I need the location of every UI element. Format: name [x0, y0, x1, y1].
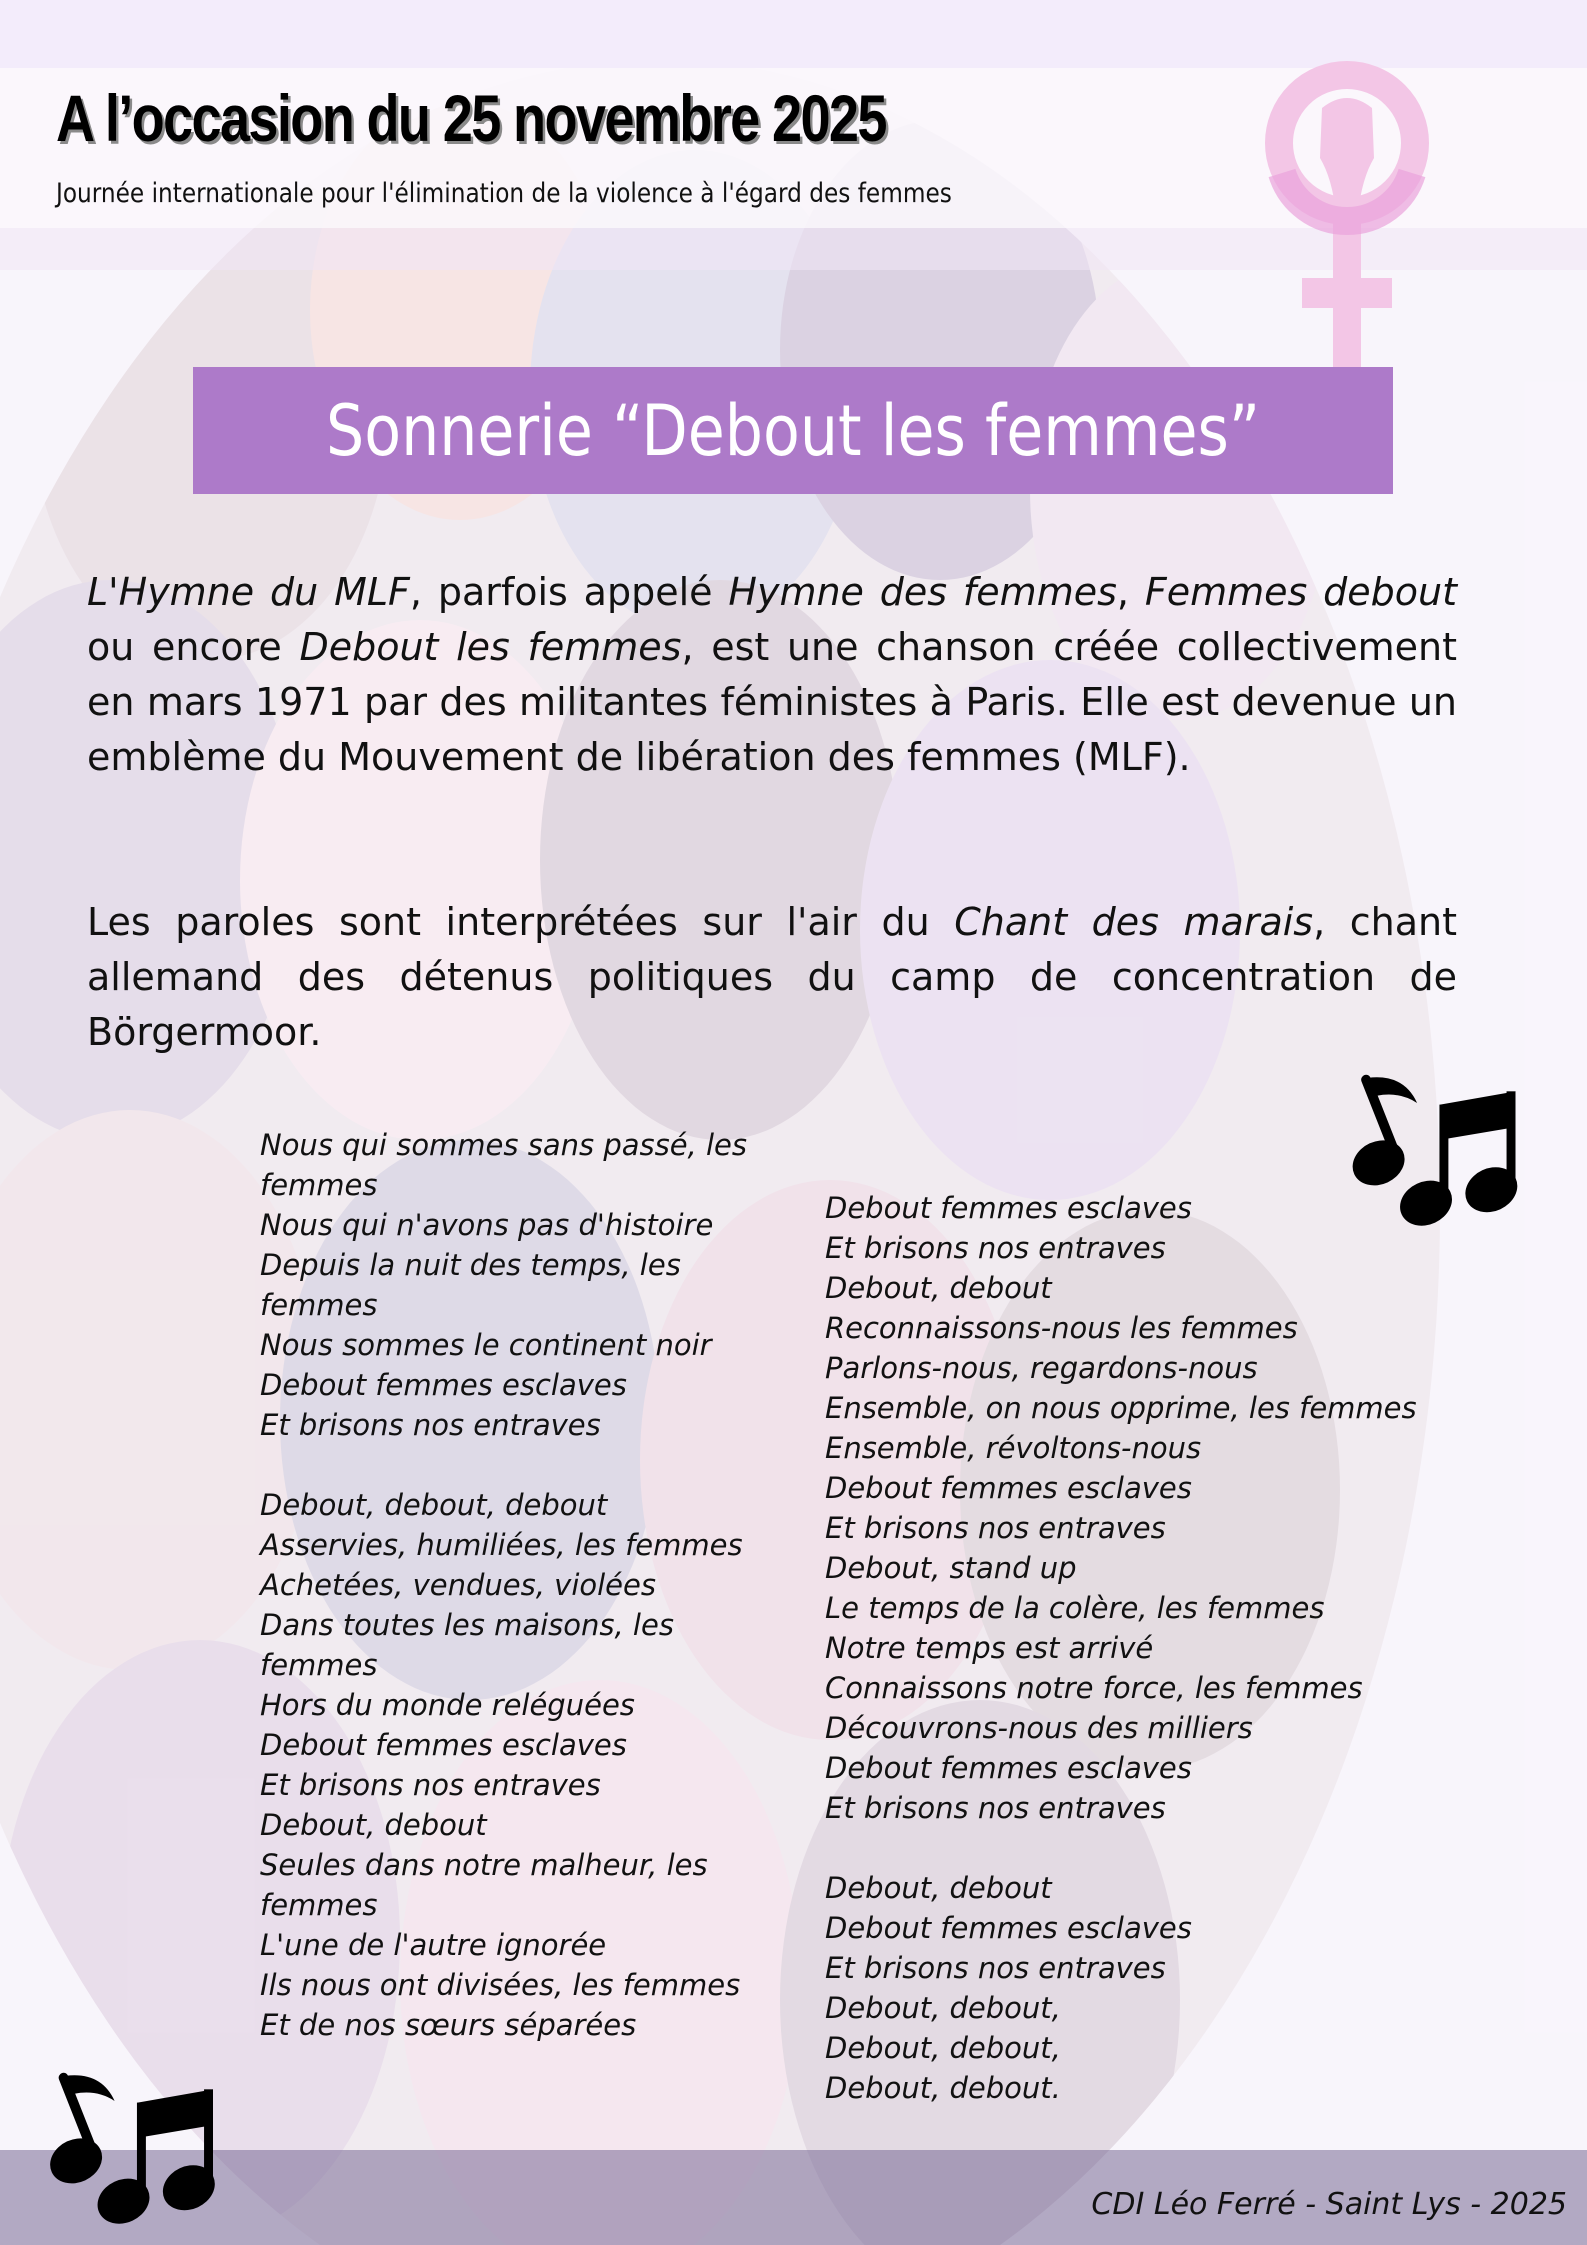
- lyrics-column-left: [260, 1125, 780, 2045]
- footer-credit: CDI Léo Ferré - Saint Lys - 2025: [1091, 2187, 1567, 2222]
- intro-title-ref: Debout les femmes: [299, 625, 682, 669]
- lyric-line: Debout femmes esclaves: [260, 1728, 627, 1762]
- lyric-line: Et brisons nos entraves: [825, 1791, 1166, 1825]
- lyrics-column-right: [825, 1188, 1425, 2108]
- lyric-line: Debout, debout,: [825, 1991, 1061, 2025]
- lyric-line: Notre temps est arrivé: [825, 1631, 1154, 1665]
- lyric-line: Parlons-nous, regardons-nous: [825, 1351, 1258, 1385]
- lyric-line: Debout, debout, debout: [260, 1488, 608, 1522]
- lyric-line: Asservies, humiliées, les femmes: [260, 1528, 743, 1562]
- lyric-line: Debout femmes esclaves: [825, 1751, 1192, 1785]
- intro-text: ou encore: [87, 625, 300, 669]
- lyric-line: Debout femmes esclaves: [260, 1368, 627, 1402]
- lyric-line: Nous qui sommes sans passé, les femmes: [260, 1128, 747, 1202]
- lyric-line: Hors du monde reléguées: [260, 1688, 635, 1722]
- stanza-break: [825, 1828, 1425, 1868]
- lyric-line: Seules dans notre malheur, les femmes: [260, 1848, 708, 1922]
- lyric-line: Reconnaissons-nous les femmes: [825, 1311, 1298, 1345]
- lyric-line: Le temps de la colère, les femmes: [825, 1591, 1325, 1625]
- lyric-line: Et brisons nos entraves: [825, 1231, 1166, 1265]
- intro-text: , est une chanson créée collectivement en mars 1971 par des militantes féministes à Paris. Elle est devenue un emblème du Mouvement de libération des femmes (MLF).: [87, 625, 1458, 779]
- lyric-line: Debout femmes esclaves: [825, 1191, 1192, 1225]
- lyric-line: Découvrons-nous des milliers: [825, 1711, 1253, 1745]
- lyric-line: Et brisons nos entraves: [260, 1768, 601, 1802]
- lyric-line: Depuis la nuit des temps, les femmes: [260, 1248, 681, 1322]
- intro-title-ref: Chant des marais: [954, 900, 1314, 944]
- lyric-line: Debout femmes esclaves: [825, 1911, 1192, 1945]
- page-title: A l’occasion du 25 novembre 2025: [56, 81, 886, 155]
- lyric-line: Et brisons nos entraves: [825, 1951, 1166, 1985]
- intro-paragraph-1: [87, 565, 1457, 785]
- intro-paragraph-2: [87, 895, 1457, 1060]
- music-notes-icon: [38, 2058, 218, 2228]
- lyric-line: Et brisons nos entraves: [260, 1408, 601, 1442]
- lyric-line: Ensemble, révoltons-nous: [825, 1431, 1202, 1465]
- intro-text: , chant allemand des détenus politiques du camp de concentration de Börgermoor.: [87, 900, 1457, 1054]
- stanza-break: [260, 1445, 780, 1485]
- lyric-line: Debout femmes esclaves: [825, 1471, 1192, 1505]
- intro-text: ,: [1116, 570, 1145, 614]
- section-banner: [193, 367, 1393, 494]
- lyric-line: Debout, debout.: [825, 2071, 1061, 2105]
- intro-title-ref: L'Hymne du MLF: [87, 570, 410, 614]
- lyric-line: L'une de l'autre ignorée: [260, 1928, 607, 1962]
- lyric-line: Ensemble, on nous opprime, les femmes: [825, 1391, 1417, 1425]
- banner-title: Sonnerie “Debout les femmes”: [325, 389, 1261, 472]
- lyric-line: Debout, debout: [260, 1808, 487, 1842]
- lyric-line: Nous qui n'avons pas d'histoire: [260, 1208, 714, 1242]
- intro-text: Les paroles sont interprétées sur l'air du: [87, 900, 955, 944]
- intro-text: , parfois appelé: [409, 570, 729, 614]
- lyric-line: Dans toutes les maisons, les femmes: [260, 1608, 674, 1682]
- lyric-line: Connaissons notre force, les femmes: [825, 1671, 1363, 1705]
- intro-title-ref: Hymne des femmes: [728, 570, 1117, 614]
- music-notes-icon: [1338, 1060, 1523, 1230]
- lyric-line: Achetées, vendues, violées: [260, 1568, 656, 1602]
- lyric-line: Ils nous ont divisées, les femmes: [260, 1968, 741, 2002]
- lyric-line: Debout, stand up: [825, 1551, 1077, 1585]
- page-subtitle: Journée internationale pour l'élimination de la violence à l'égard des femmes: [56, 178, 952, 209]
- lyric-line: Et brisons nos entraves: [825, 1511, 1166, 1545]
- lyric-line: Et de nos sœurs séparées: [260, 2008, 637, 2042]
- lyric-line: Debout, debout: [825, 1871, 1052, 1905]
- lyric-line: Nous sommes le continent noir: [260, 1328, 712, 1362]
- venus-fist-icon: [1262, 48, 1432, 388]
- lyric-line: Debout, debout,: [825, 2031, 1061, 2065]
- lyric-line: Debout, debout: [825, 1271, 1052, 1305]
- intro-title-ref: Femmes debout: [1144, 570, 1457, 614]
